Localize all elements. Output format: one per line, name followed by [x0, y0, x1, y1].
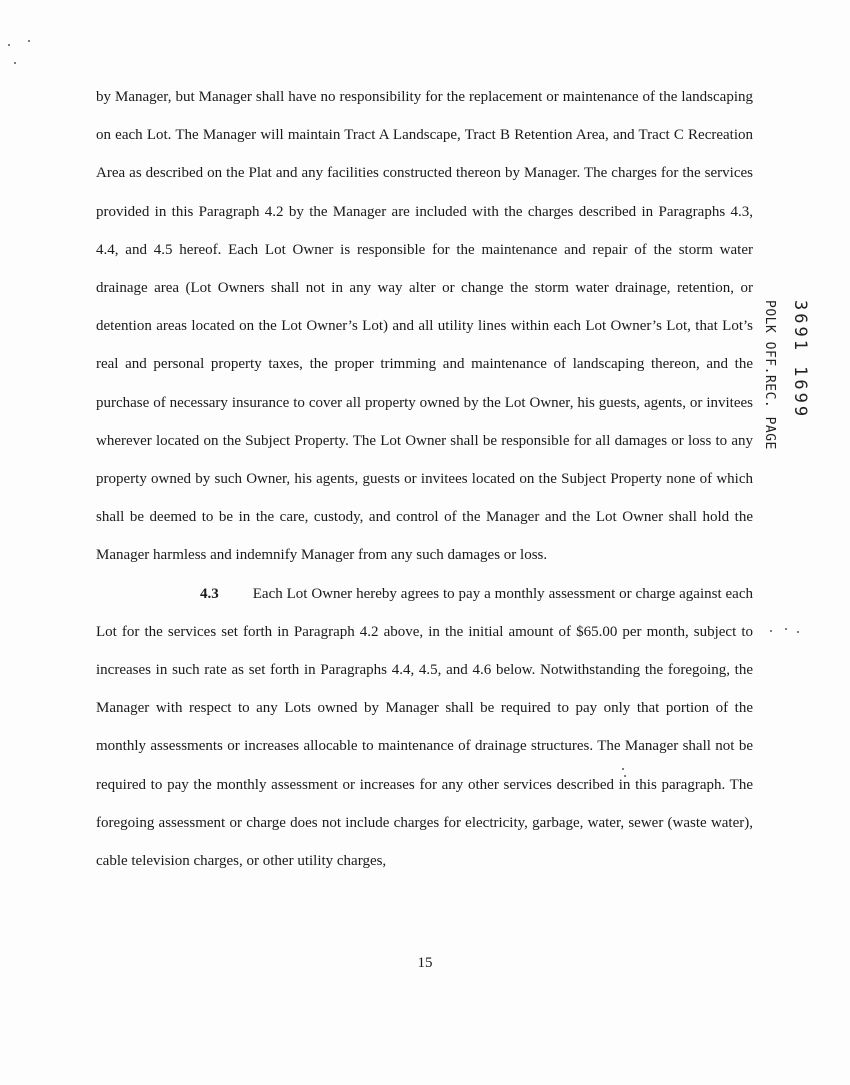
scan-speck [785, 628, 787, 630]
scan-speck [797, 631, 799, 633]
section-number: 4.3 [200, 585, 219, 602]
scan-speck [14, 62, 16, 64]
scan-speck [622, 768, 624, 770]
scan-speck [8, 44, 10, 46]
scan-speck [770, 630, 772, 632]
document-body [96, 78, 753, 880]
scan-speck [624, 775, 626, 777]
scan-speck [28, 40, 30, 42]
recording-stamp [756, 300, 816, 500]
section-4-3-paragraph [96, 575, 753, 881]
page-number: 15 [417, 955, 433, 971]
book-page-stamp: 3691 1699 [790, 300, 810, 420]
polk-off-rec-stamp: POLK OFF.REC. PAGE [762, 300, 777, 450]
paragraph-continuation: by Manager, but Manager shall have no responsibility for the replacement or maintenance of the landscaping on each Lot. The Manager will maintain Tract A Landscape, Tract B Retention Area, and Tract C Recreation Area as described on the Plat and any facilities constructed thereon by Manager. The charges for the services provided in this Paragraph 4.2 by the Manager are included with the charges described in Paragraphs 4.3, 4.4, and 4.5 hereof. Each Lot Owner is responsible for the maintenance and repair of the storm water drainage area (Lot Owners shall not in any way alter or change the storm water drainage, retention, or detention areas located on the Lot Owner’s Lot) and all utility lines within each Lot Owner’s Lot, that Lot’s real and personal property taxes, the proper trimming and maintenance of landscaping thereon, and the purchase of necessary insurance to cover all property owned by the Lot Owner, his guests, agents, or invitees wherever located on the Subject Property. The Lot Owner shall be responsible for all damages or loss to any property owned by such Owner, his agents, guests or invitees located on the Subject Property none of which shall be deemed to be in the care, custody, and control of the Manager and the Lot Owner shall hold the Manager harmless and indemnify Manager from any such damages or loss. [96, 89, 753, 564]
section-4-3-text: Each Lot Owner hereby agrees to pay a monthly assessment or charge against each Lot for the services set forth in Paragraph 4.2 above, in the initial amount of $65.00 per month, subject to increases in such rate as set forth in Paragraphs 4.4, 4.5, and 4.6 below. Notwithstanding the foregoing, the Manager with respect to any Lots owned by Manager shall be required to pay only that portion of the monthly assessments or increases allocable to maintenance of drainage structures. The Manager shall not be required to pay the monthly assessment or increases for any other services described in this paragraph. The foregoing assessment or charge does not include charges for electricity, garbage, water, sewer (waste water), cable television charges, or other utility charges, [96, 585, 753, 870]
